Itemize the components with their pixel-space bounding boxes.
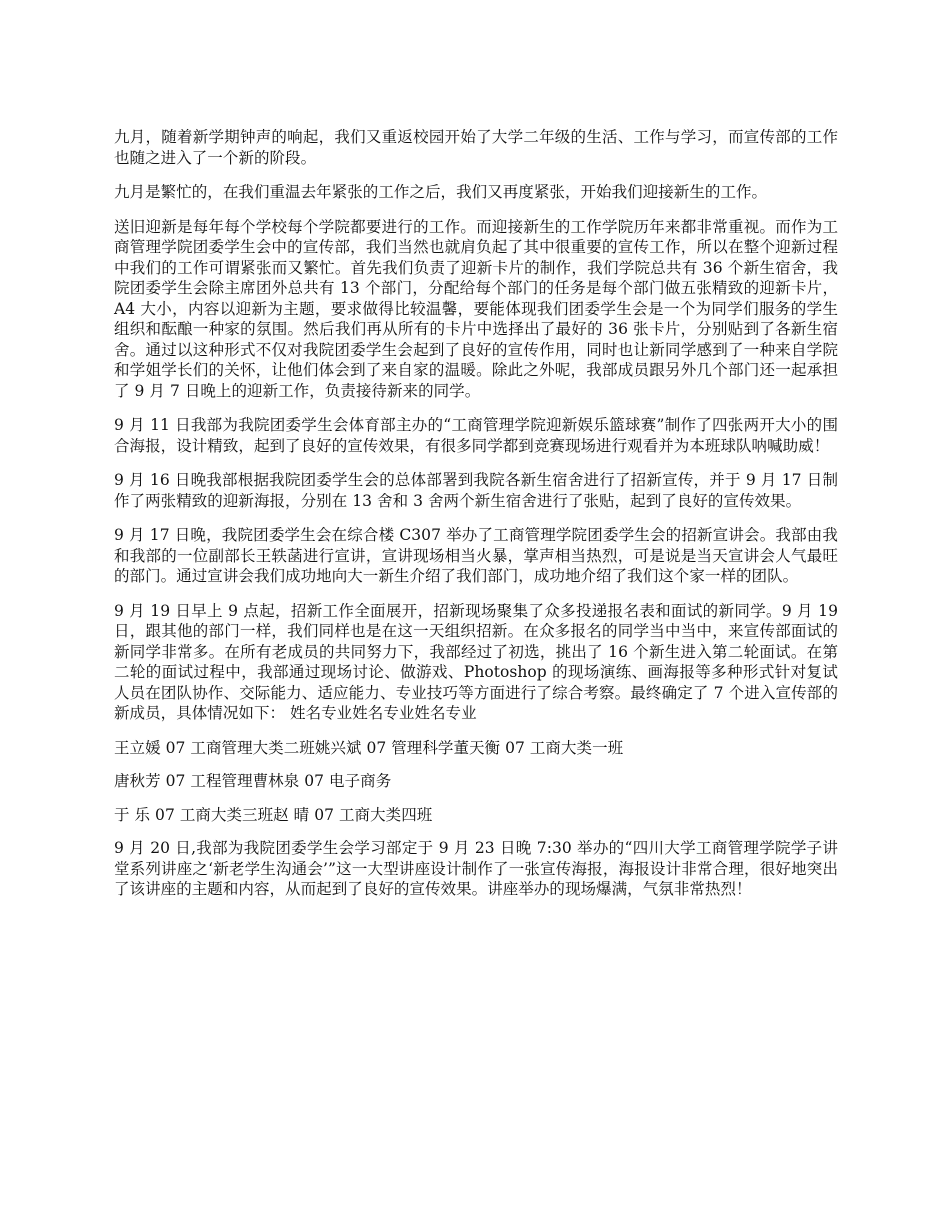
paragraph-september-busy: 九月是繁忙的，在我们重温去年紧张的工作之后，我们又再度紧张，开始我们迎接新生的工作。 — [114, 183, 768, 201]
paragraph-recruitment-talk: 9 月 17 日晚，我院团委学生会在综合楼 C307 举办了工商管理学院团委学生会的招新宣讲会。我部由我和我部的一位副部长王轶菡进行宣讲，宣讲现场相当火暴，掌声相当热烈，可是说是当天宣讲会人气最旺的部门。通过宣讲会我们成功地向大一新生介绍了我们部门，成功地介绍了我们这个家一样的团队。 — [114, 526, 838, 585]
member-list-row-3: 于 乐 07 工商大类三班赵 晴 07 工商大类四班 — [114, 805, 433, 824]
paragraph-welcome-new-students: 送旧迎新是每年每个学校每个学院都要进行的工作。而迎接新生的工作学院历年来都非常重视。而作为工商管理学院团委学生会中的宣传部，我们当然也就肩负起了其中很重要的宣传工作，所以在整个迎新过程中我们的工作可谓紧张而又繁忙。首先我们负责了迎新卡片的制作，我们学院总共有 36 个新生宿舍，我院团委学生会除主席团外总共有 13 个部门，分配给每个部门的任务是每个部门做五张精致的迎新卡片，A4 大小，内容以迎新为主题，要求做得比较温馨，要能体现我们团委学生会是一个为同学们服务的学生组织和酝酿一种家的氛围。然后我们再从所有的卡片中选择出了最好的 36 张卡片，分别贴到了各新生宿舍。通过以这种形式不仅对我院团委学生会起到了良好的宣传作用，同时也让新同学感到了一种来自学院和学姐学长们的关怀，让他们体会到了来自家的温暖。除此之外呢，我部成员跟另外几个部门还一起承担了 9 月 7 日晚上的迎新工作，负责接待新来的同学。 — [114, 217, 838, 400]
paragraph-basketball-poster: 9 月 11 日我部为我院团委学生会体育部主办的“工商管理学院迎新娱乐篮球赛”制作了四张两开大小的围合海报，设计精致，起到了良好的宣传效果，有很多同学都到竞赛现场进行观看并为本班球队呐喊助威！ — [114, 416, 838, 455]
paragraph-recruitment-interviews: 9 月 19 日早上 9 点起，招新工作全面展开，招新现场聚集了众多投递报名表和面试的新同学。9 月 19 日，跟其他的部门一样，我们同样也是在这一天组织招新。在众多报名的同学当中当中，来宣传部面试的新同学非常多。在所有老成员的共同努力下，我部经过了初选，挑出了 16 个新生进入第二轮面试。在第二轮的面试过程中，我部通过现场讨论、做游戏、Photoshop 的现场演练、画海报等多种形式针对复试人员在团队协作、交际能力、适应能力、专业技巧等方面进行了综合考察。最终确定了 7 个进入宣传部的新成员，具体情况如下： 姓名专业姓名专业姓名专业 — [114, 601, 838, 722]
paragraph-lecture-poster: 9 月 20 日,我部为我院团委学生会学习部定于 9 月 23 日晚 7:30 举办的“四川大学工商管理学院学子讲堂系列讲座之‘新老学生沟通会’”这一大型讲座设计制作了一张宣传海报，海报设计非常合理，很好地突出了该讲座的主题和内容，从而起到了良好的宣传效果。讲座举办的现场爆满，气氛非常热烈！ — [114, 839, 838, 898]
paragraph-recruitment-promo: 9 月 16 日晚我部根据我院团委学生会的总体部署到我院各新生宿舍进行了招新宣传，并于 9 月 17 日制作了两张精致的迎新海报，分别在 13 舍和 3 舍两个新生宿舍进行了张贴，起到了良好的宣传效果。 — [114, 471, 838, 510]
paragraph-intro: 九月，随着新学期钟声的响起，我们又重返校园开始了大学二年级的生活、工作与学习，而宣传部的工作也随之进入了一个新的阶段。 — [114, 128, 838, 167]
member-list-row-1: 王立媛 07 工商管理大类二班姚兴斌 07 管理科学董天衡 07 工商大类一班 — [114, 738, 624, 757]
member-list-row-2: 唐秋芳 07 工程管理曹林泉 07 电子商务 — [114, 772, 392, 790]
document-body — [114, 127, 838, 914]
